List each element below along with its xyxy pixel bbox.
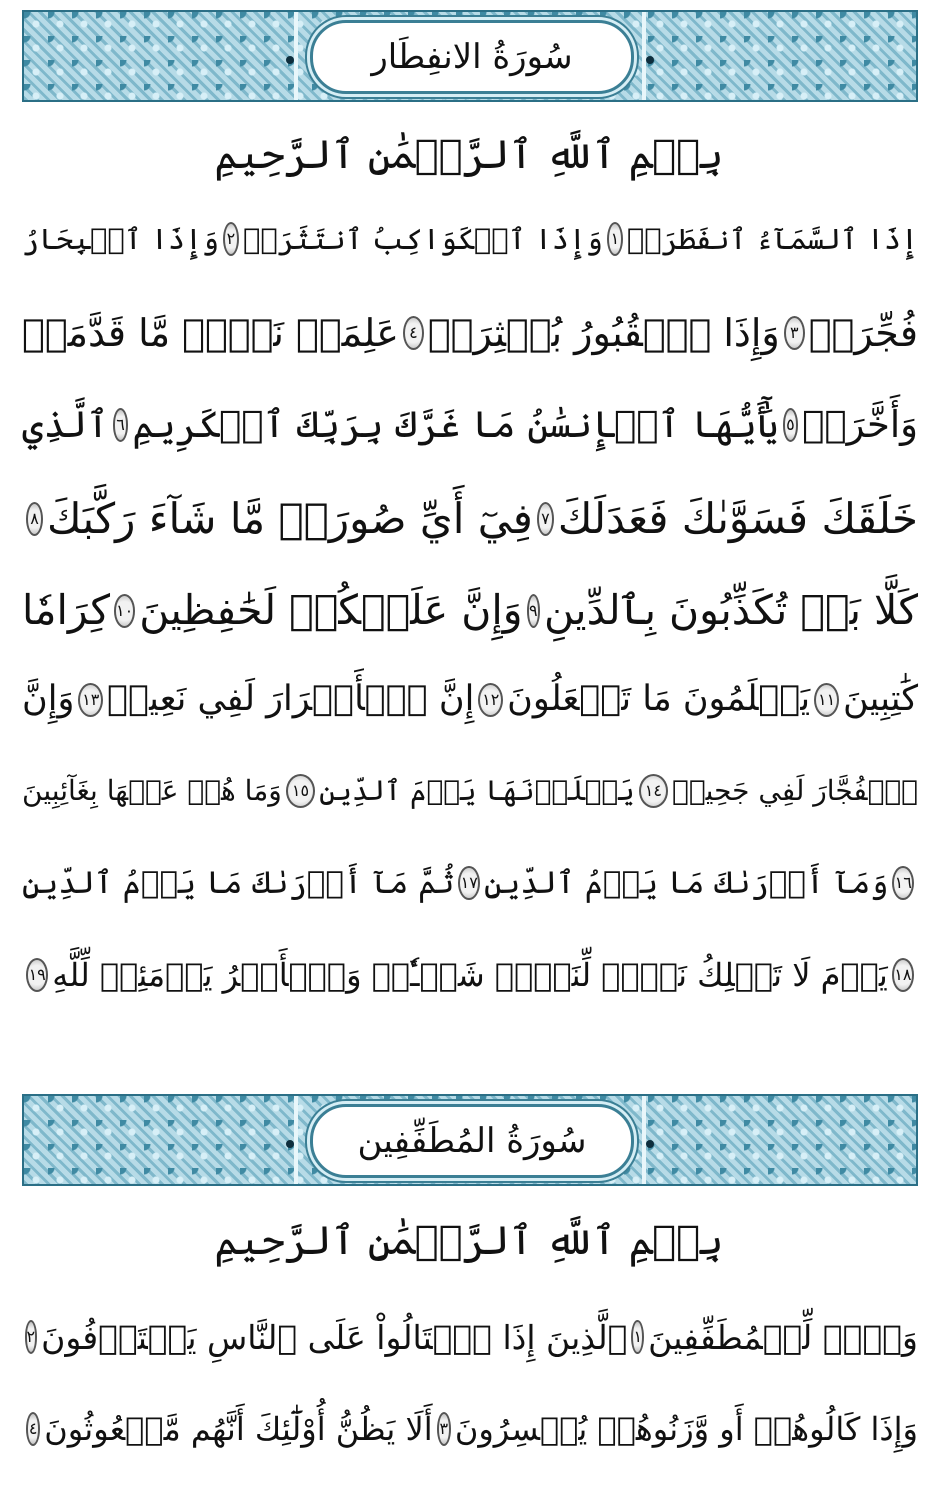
verse-text: وَإِنَّ bbox=[22, 679, 75, 719]
verse-text: يَوۡمَ لَا تَمۡلِكُ نَفۡسٞ لِّنَفۡسٖ شَيۡـٔٗاۖ وَٱلۡأَمۡرُ يَوۡمَئِذٖ لِّلَّهِ bbox=[52, 956, 888, 994]
ayah-number-marker: ٢ bbox=[223, 222, 239, 256]
ayah-number-marker: ٣ bbox=[784, 316, 805, 350]
verse-text: وَإِذَا ٱلۡكَوَاكِبُ ٱنتَثَرَتۡ bbox=[242, 221, 603, 256]
ayah-number-marker: ٧ bbox=[537, 502, 554, 536]
ornament-dot-icon bbox=[286, 56, 294, 64]
ayah-number-marker: ١٤ bbox=[639, 774, 668, 808]
verse-text: يَٰٓأَيُّهَا ٱلۡإِنسَٰنُ مَا غَرَّكَ بِرَبِّكَ ٱلۡكَرِيمِ bbox=[132, 403, 779, 446]
ayah-number-marker: ٥ bbox=[783, 408, 799, 442]
verse-text: ٱلَّذِينَ إِذَا ٱكۡتَالُواْ عَلَى ٱلنَّاسِ يَسۡتَوۡفُونَ bbox=[41, 1317, 628, 1357]
verse-text: وَيۡلٞ لِّلۡمُطَفِّفِينَ bbox=[648, 1317, 918, 1357]
verse-text: خَلَقَكَ فَسَوَّىٰكَ فَعَدَلَكَ bbox=[557, 494, 918, 543]
ayah-number-marker: ١٩ bbox=[26, 958, 48, 992]
verse-text: فُجِّرَتۡ bbox=[808, 311, 918, 355]
basmala-mutaffifin: بِسۡمِ ٱللَّهِ ٱلرَّحۡمَٰنِ ٱلرَّحِيمِ bbox=[214, 1218, 724, 1264]
ayah-number-marker: ١ bbox=[607, 222, 623, 256]
verse-line bbox=[22, 586, 918, 634]
verse-line-content bbox=[22, 403, 918, 446]
surah-title-infitar: سُورَةُ الانفِطَار bbox=[371, 37, 573, 77]
ayah-number-marker: ١٨ bbox=[892, 958, 914, 992]
verse-line bbox=[22, 774, 918, 808]
verse-text: كِرَامٗا bbox=[22, 586, 110, 634]
ayah-number-marker: ١٠ bbox=[114, 594, 135, 628]
ayah-number-marker: ١٦ bbox=[892, 866, 914, 900]
basmala-infitar: بِسۡمِ ٱللَّهِ ٱلرَّحۡمَٰنِ ٱلرَّحِيمِ bbox=[214, 132, 724, 178]
verse-text: كَلَّا بَلۡ تُكَذِّبُونَ بِٱلدِّينِ bbox=[543, 586, 918, 634]
surah-header-banner-infitar bbox=[22, 10, 918, 102]
verse-line bbox=[22, 866, 918, 900]
verse-text: وَإِنَّ عَلَيۡكُمۡ لَحَٰفِظِينَ bbox=[139, 586, 523, 634]
ayah-number-marker: ١٥ bbox=[286, 774, 315, 808]
verse-text: ٱلَّذِي bbox=[22, 403, 109, 446]
verse-text: وَإِذَا ٱلۡبِحَارُ bbox=[22, 221, 219, 256]
verse-line-content bbox=[22, 1317, 918, 1357]
verse-line-content bbox=[22, 1412, 918, 1446]
verse-line-content bbox=[22, 958, 918, 992]
ayah-number-marker: ٢ bbox=[25, 1320, 38, 1354]
verse-text: يَصۡلَوۡنَهَا يَوۡمَ ٱلدِّينِ bbox=[319, 774, 635, 807]
verse-text: عَلِمَتۡ نَفۡسٞ مَّا قَدَّمَتۡ bbox=[22, 311, 399, 355]
verse-text: إِنَّ ٱلۡأَبۡرَارَ لَفِي نَعِيمٖ bbox=[107, 679, 475, 719]
ornament-dot-icon bbox=[646, 1140, 654, 1148]
verse-text: وَإِذَا ٱلۡقُبُورُ بُعۡثِرَتۡ bbox=[427, 311, 780, 355]
verse-text: يَعۡلَمُونَ مَا تَفۡعَلُونَ bbox=[507, 679, 811, 719]
verse-text: أَلَا يَظُنُّ أُوْلَٰٓئِكَ أَنَّهُم مَّبۡعُوثُونَ bbox=[44, 1410, 433, 1448]
surah-header-banner-mutaffifin bbox=[22, 1094, 918, 1186]
surah-title-mutaffifin: سُورَةُ المُطَفِّفِين bbox=[357, 1121, 587, 1161]
ayah-number-marker: ٤ bbox=[403, 316, 424, 350]
ornament-dot-icon bbox=[286, 1140, 294, 1148]
verse-text: وَمَا هُمۡ عَنۡهَا بِغَآئِبِينَ bbox=[22, 774, 282, 807]
verse-text: ٱلۡفُجَّارَ لَفِي جَحِيمٖ bbox=[672, 774, 918, 807]
surah-title-cartouche bbox=[310, 20, 634, 94]
verse-line bbox=[22, 403, 918, 446]
verse-line bbox=[22, 311, 918, 355]
ornament-dot-icon bbox=[646, 56, 654, 64]
verse-text: ثُمَّ مَآ أَدۡرَىٰكَ مَا يَوۡمُ ٱلدِّينِ bbox=[22, 864, 455, 901]
verse-line-content bbox=[22, 222, 918, 256]
verse-line-content bbox=[22, 311, 918, 355]
surah-title-cartouche bbox=[310, 1104, 634, 1178]
verse-line bbox=[22, 679, 918, 719]
ayah-number-marker: ١٣ bbox=[78, 683, 103, 717]
verse-text: وَأَخَّرَتۡ bbox=[802, 403, 918, 446]
verse-line-content bbox=[22, 586, 918, 634]
verse-line-content bbox=[22, 494, 918, 543]
verse-line-content bbox=[22, 679, 918, 719]
ayah-number-marker: ٩ bbox=[527, 594, 540, 628]
ayah-number-marker: ١ bbox=[631, 1320, 644, 1354]
verse-text: كَٰتِبِينَ bbox=[843, 679, 918, 719]
verse-line-content bbox=[22, 866, 918, 900]
verse-line bbox=[22, 1412, 918, 1446]
verse-text: إِذَا ٱلسَّمَآءُ ٱنفَطَرَتۡ bbox=[626, 221, 918, 256]
ayah-number-marker: ٤ bbox=[26, 1412, 40, 1446]
ayah-number-marker: ١١ bbox=[814, 683, 839, 717]
ayah-number-marker: ١٧ bbox=[458, 866, 480, 900]
verse-line bbox=[22, 222, 918, 256]
verse-text: فِيٓ أَيِّ صُورَةٖ مَّا شَآءَ رَكَّبَكَ bbox=[47, 494, 533, 543]
ayah-number-marker: ٣ bbox=[437, 1412, 451, 1446]
ayah-number-marker: ٨ bbox=[26, 502, 43, 536]
verse-line bbox=[22, 1317, 918, 1357]
verse-line-content bbox=[22, 774, 918, 808]
verse-line bbox=[22, 958, 918, 992]
verse-text: وَمَآ أَدۡرَىٰكَ مَا يَوۡمُ ٱلدِّينِ bbox=[484, 864, 889, 901]
verse-text: وَإِذَا كَالُوهُمۡ أَو وَّزَنُوهُمۡ يُخۡسِرُونَ bbox=[454, 1410, 918, 1448]
ayah-number-marker: ٦ bbox=[113, 408, 129, 442]
ayah-number-marker: ١٢ bbox=[478, 683, 503, 717]
verse-line bbox=[22, 494, 918, 543]
